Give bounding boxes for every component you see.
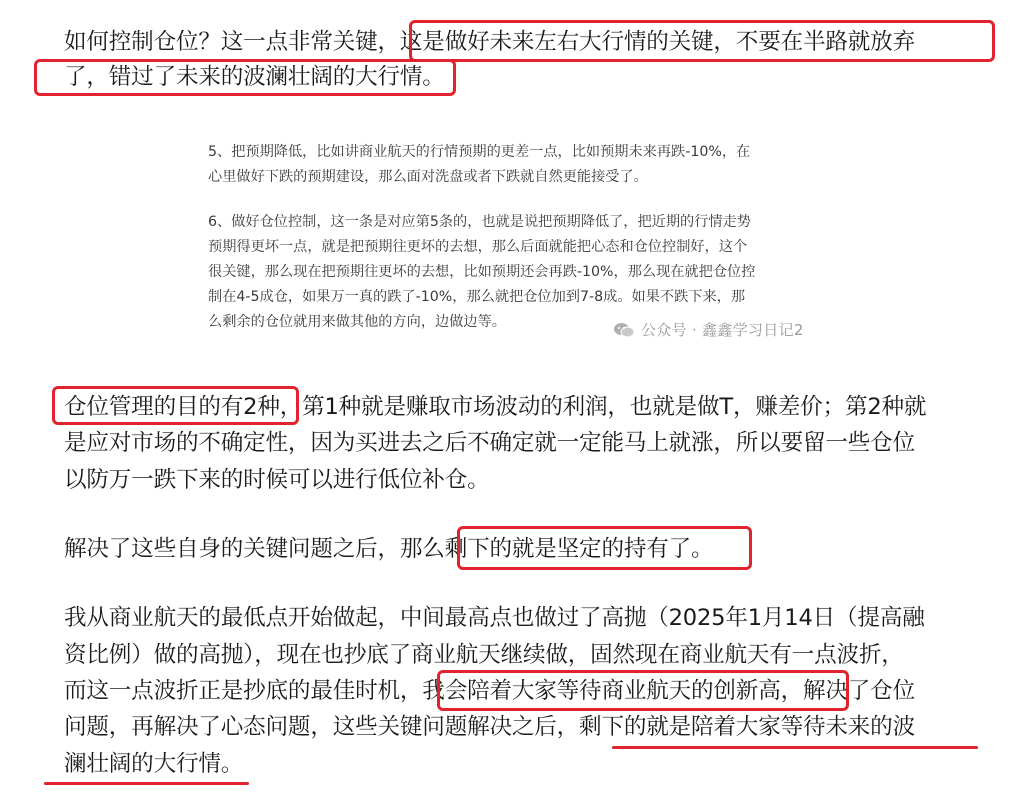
quote-line: 制在4-5成仓，如果万一真的跌了-10%，那么就把仓位加到7-8成。如果不跌下来，那 — [208, 289, 746, 305]
paragraph-line: 问题，再解决了心态问题，这些关键问题解决之后，剩下的就是陪着大家等待未来的波 — [64, 714, 915, 740]
quote-line: 心里做好下跌的预期建设，那么面对洗盘或者下跌就自然更能接受了。 — [208, 169, 648, 185]
paragraph-line: 而这一点波折正是抄底的最佳时机，我会陪着大家等待商业航天的创新高，解决了仓位 — [64, 678, 915, 704]
watermark — [613, 320, 804, 340]
quote-line: 5、把预期降低，比如讲商业航天的行情预期的更差一点，比如预期未来再跌-10%，在 — [208, 144, 751, 160]
highlight-underline — [44, 782, 249, 785]
paragraph-line: 解决了这些自身的关键问题之后，那么剩下的就是坚定的持有了。 — [64, 536, 714, 562]
quote-line: 很关键，那么现在把预期往更坏的去想，比如预期还会再跌-10%，那么现在就把仓位控 — [208, 264, 756, 280]
quote-line: 预期得更坏一点，就是把预期往更坏的去想，那么后面就能把心态和仓位控制好，这个 — [208, 239, 748, 255]
quote-line: 6、做好仓位控制，这一条是对应第5条的，也就是说把预期降低了，把近期的行情走势 — [208, 214, 751, 230]
paragraph-line: 资比例）做的高抛），现在也抄底了商业航天继续做，固然现在商业航天有一点波折， — [64, 642, 904, 668]
paragraph-line: 以防万一跌下来的时候可以进行低位补仓。 — [64, 467, 490, 493]
watermark-text: 公众号 · 鑫鑫学习日记2 — [641, 321, 804, 339]
wechat-icon — [613, 322, 635, 338]
paragraph-line: 澜壮阔的大行情。 — [64, 751, 244, 777]
paragraph-line: 如何控制仓位？这一点非常关键，这是做好未来左右大行情的关键，不要在半路就放弃 — [64, 29, 915, 55]
paragraph-line: 是应对市场的不确定性，因为买进去之后不确定就一定能马上就涨，所以要留一些仓位 — [64, 430, 915, 456]
paragraph-line: 了，错过了未来的波澜壮阔的大行情。 — [64, 64, 445, 90]
paragraph-line: 我从商业航天的最低点开始做起，中间最高点也做过了高抛（2025年1月14日（提高融 — [64, 605, 925, 631]
highlight-underline — [612, 746, 978, 749]
quote-line: 么剩余的仓位就用来做其他的方向，边做边等。 — [208, 314, 506, 330]
paragraph-line: 仓位管理的目的有2种，第1种就是赚取市场波动的利润，也就是做T，赚差价；第2种就 — [64, 394, 927, 420]
